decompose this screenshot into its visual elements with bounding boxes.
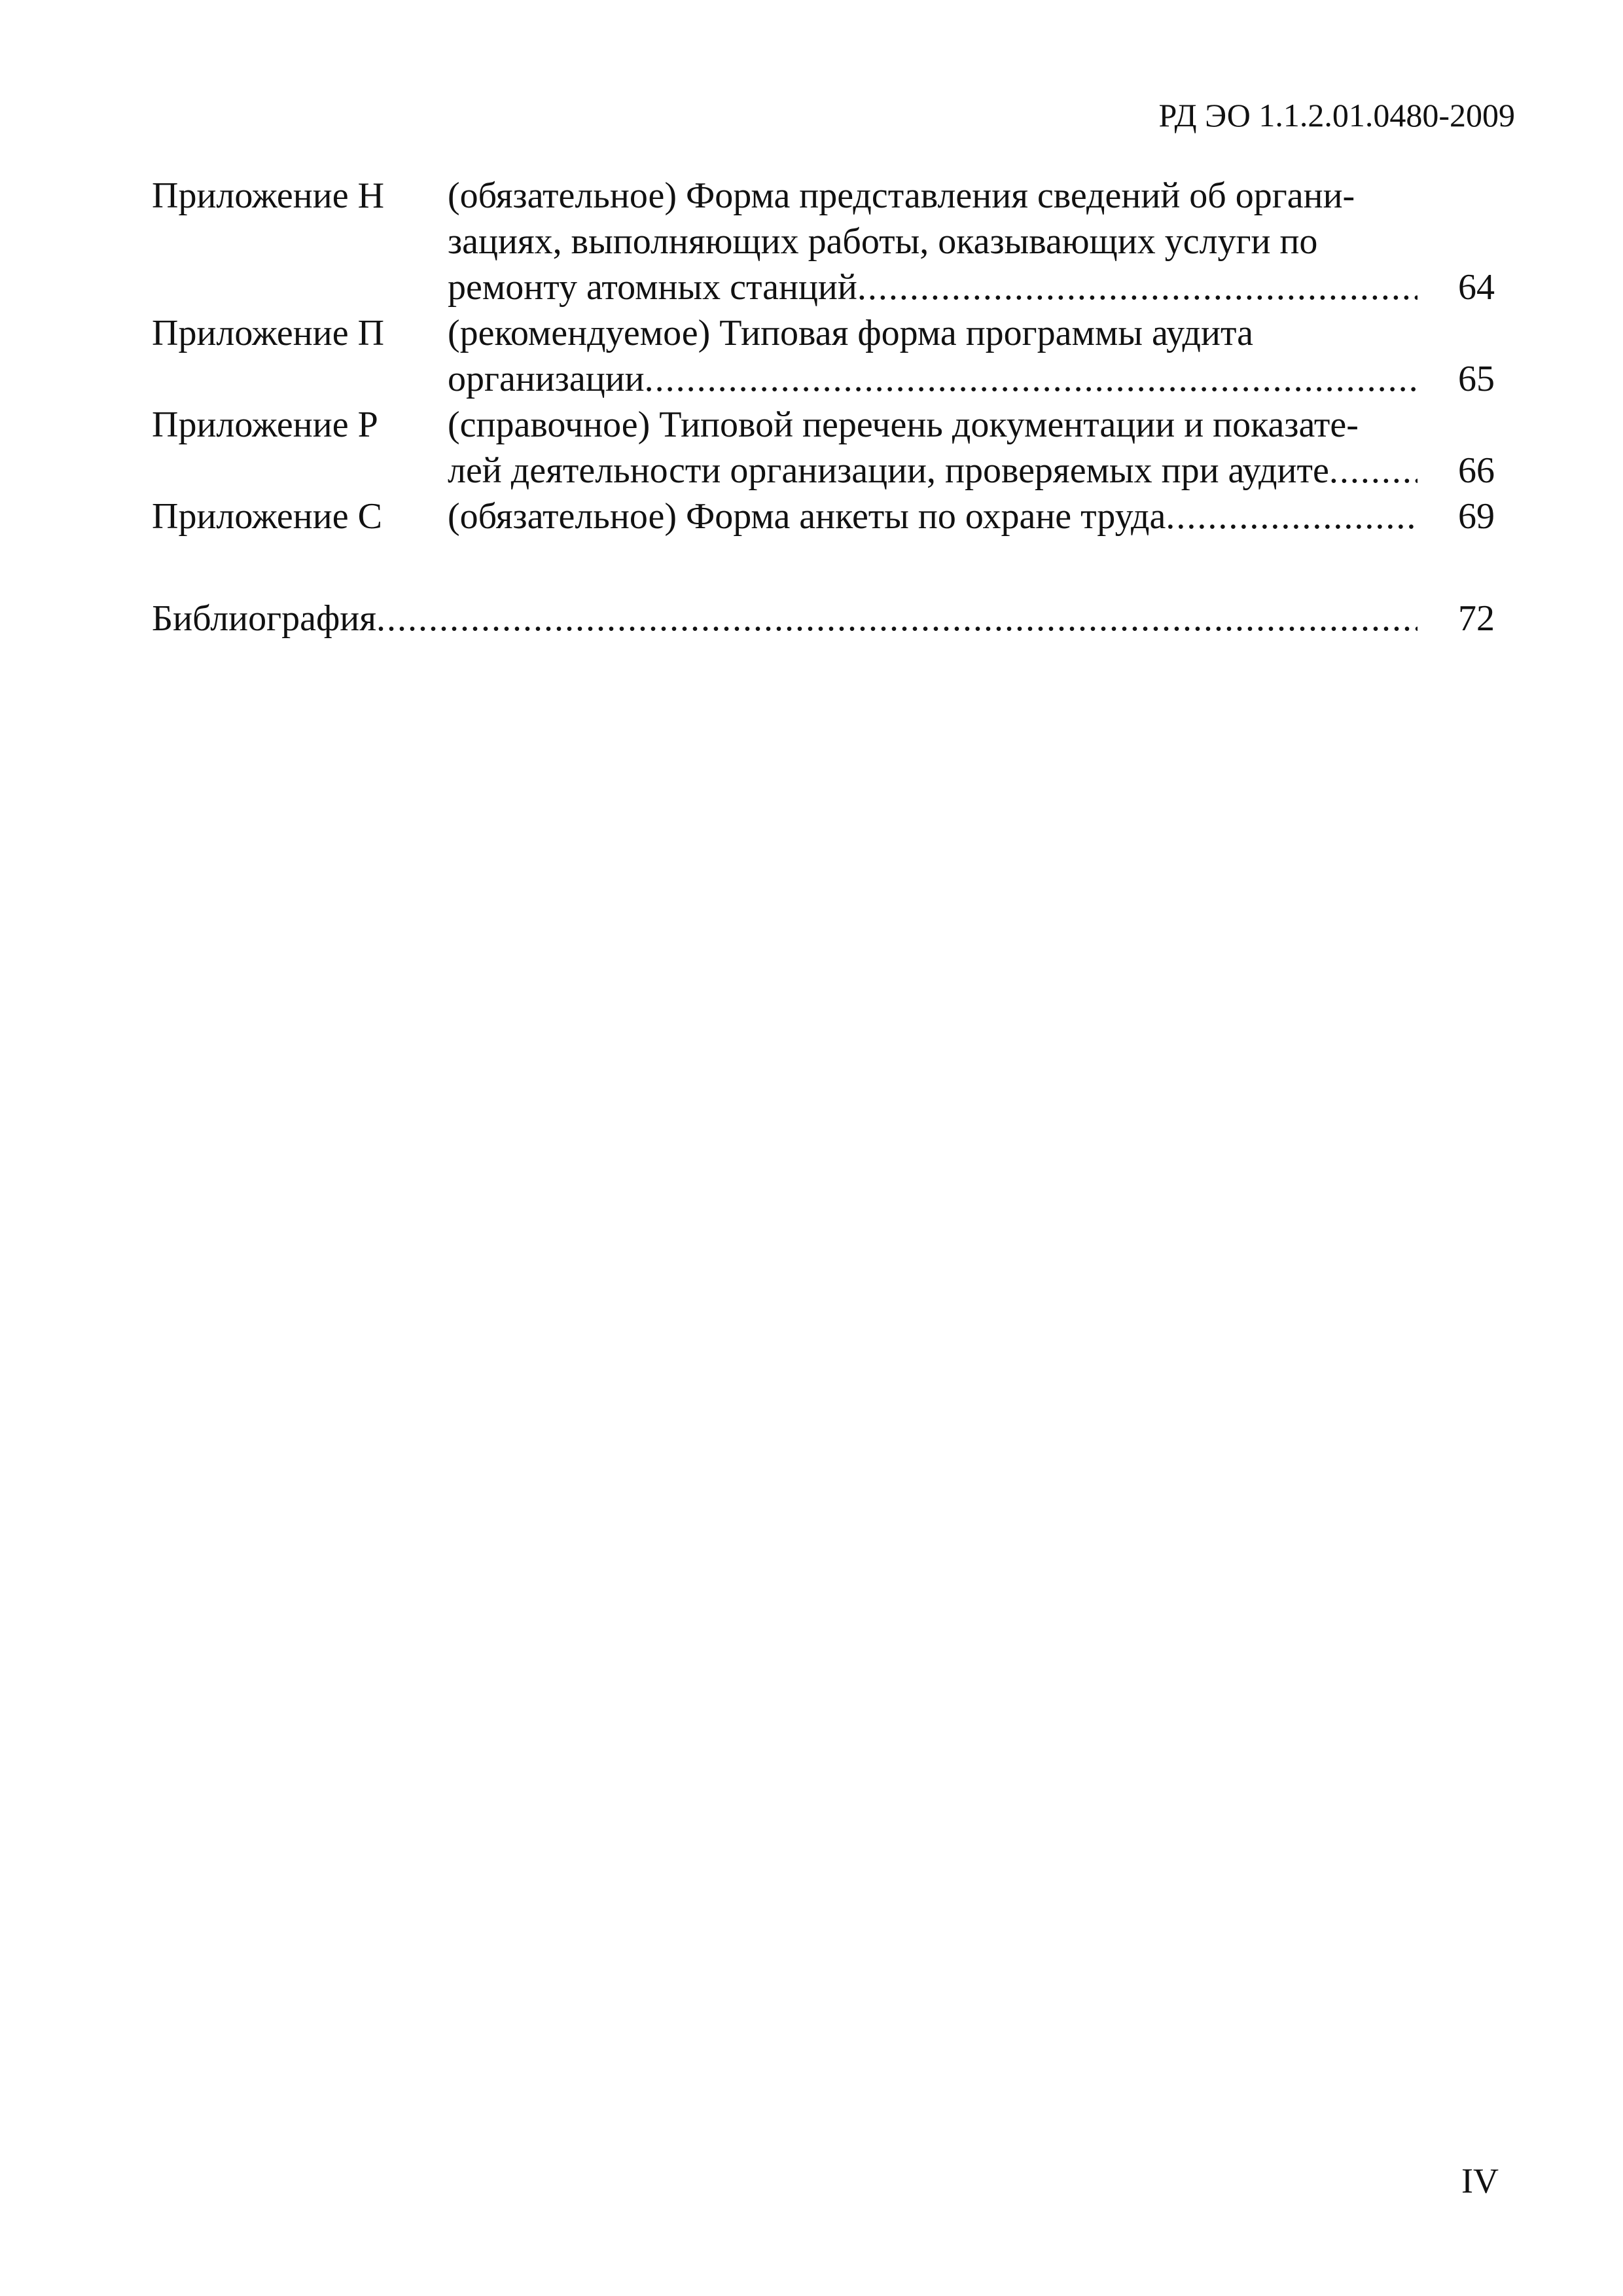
toc-entry-title-last-line: [448, 448, 1418, 493]
toc-entry-appendix-p[interactable]: [152, 310, 1495, 402]
dot-leader: [1329, 448, 1418, 493]
toc-entry-title: [152, 596, 1418, 641]
dot-leader: [376, 596, 1418, 641]
toc-entry-page-number: 69: [1458, 496, 1495, 537]
toc-entry-bibliography[interactable]: [152, 596, 1495, 641]
toc-entry-title: [448, 493, 1418, 539]
toc-entry-title: [448, 310, 1418, 402]
toc-entry-appendix-s[interactable]: [152, 493, 1495, 539]
toc-entry-title-last-line: [448, 264, 1418, 310]
toc-entry-page-number: 72: [1458, 598, 1495, 639]
table-of-contents: [152, 173, 1495, 539]
document-code-header: РД ЭО 1.1.2.01.0480-2009: [1158, 97, 1515, 134]
toc-entry-title: [448, 402, 1418, 493]
dot-leader: [857, 264, 1418, 310]
toc-entry-title-line: зациях, выполняющих работы, оказывающих услуги по: [448, 221, 1318, 262]
toc-entry-title-line: лей деятельности организации, проверяемых при аудите: [448, 450, 1329, 491]
toc-entry-title-line: (обязательное) Форма представления сведений об органи-: [448, 175, 1355, 216]
toc-entry-page-number: 65: [1458, 359, 1495, 399]
dot-leader: [1166, 493, 1418, 539]
toc-entry-label: Библиография: [152, 598, 376, 639]
toc-entry-page-column: [1418, 402, 1495, 493]
toc-entry-appendix-n[interactable]: [152, 173, 1495, 310]
toc-entry-title: [448, 173, 1418, 310]
toc-entry-page-column: [1418, 173, 1495, 310]
toc-entry-title-line: (рекомендуемое) Типовая форма программы аудита: [448, 313, 1253, 353]
toc-entry-title-line: (справочное) Типовой перечень документации и показате-: [448, 404, 1359, 445]
toc-entry-page-number: 66: [1458, 450, 1495, 491]
page-number: IV: [1461, 2161, 1499, 2200]
toc-entry-title-line: ремонту атомных станций: [448, 267, 857, 308]
toc-entry-label: Приложение Н: [152, 175, 385, 216]
toc-entry-label: Приложение П: [152, 313, 385, 353]
toc-entry-title-line: (обязательное) Форма анкеты по охране труда: [448, 496, 1166, 537]
toc-entry-title-last-line: [448, 493, 1418, 539]
toc-entry-title-last-line: [448, 356, 1418, 402]
toc-entry-label: Приложение С: [152, 496, 382, 537]
toc-entry-page-column: [1418, 493, 1495, 539]
toc-entry-page-column: [1418, 310, 1495, 402]
toc-entry-title-line: организации: [448, 359, 645, 399]
dot-leader: [645, 356, 1418, 402]
toc-entry-label: Приложение Р: [152, 404, 378, 445]
toc-entry-page-number: 64: [1458, 267, 1495, 308]
toc-entry-appendix-r[interactable]: [152, 402, 1495, 493]
